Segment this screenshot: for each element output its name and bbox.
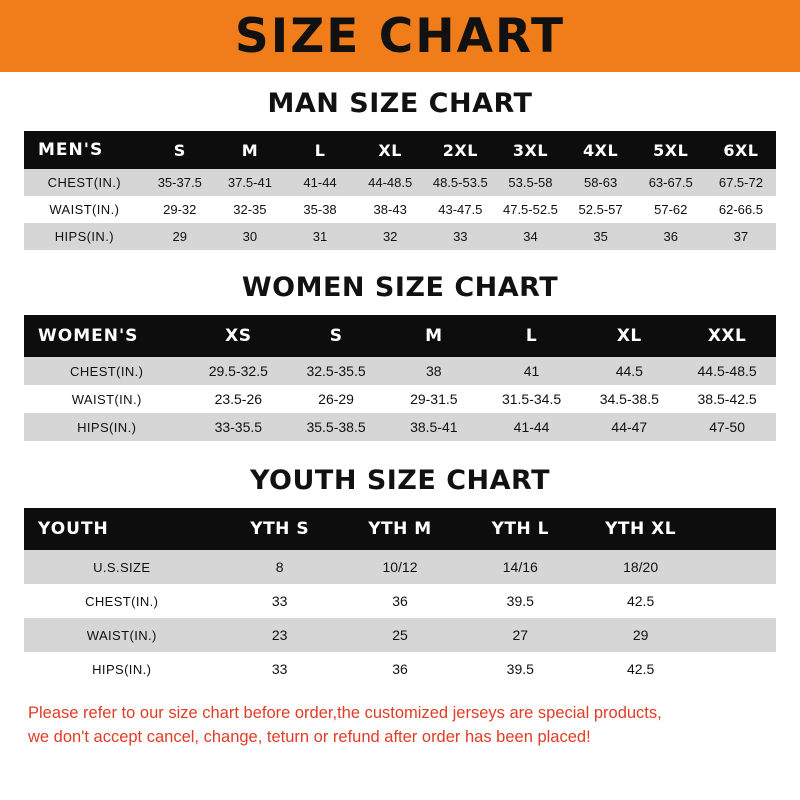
women-waist-xs: 23.5-26 [214, 391, 263, 407]
women-hips-s: 35.5-38.5 [306, 419, 366, 435]
men-hips-4xl: 35 [593, 229, 608, 244]
men-hips-3xl: 34 [523, 229, 538, 244]
youth-size-table [24, 508, 776, 686]
youth-ussize-thl: 14/16 [502, 559, 538, 575]
youth-table-header-row [24, 508, 776, 550]
disclaimer-line-2: we don't accept cancel, change, teturn or refund after order has been placed! [28, 727, 591, 746]
men-header-2xl: 2XL [442, 140, 478, 160]
men-waist-l: 35-38 [303, 202, 337, 217]
table-row [24, 652, 776, 686]
men-header-m: M [241, 140, 259, 160]
youth-header-spacer [701, 508, 776, 550]
youth-hips-thxl: 42.5 [626, 661, 655, 677]
page-title: SIZE CHART [234, 8, 566, 64]
men-hips-s: 29 [172, 229, 187, 244]
header-banner [0, 0, 800, 72]
women-hips-l: 41-44 [513, 419, 550, 435]
men-header-l: L [314, 140, 326, 160]
women-chest-s: 32.5-35.5 [306, 363, 366, 379]
men-chest-s: 35-37.5 [157, 175, 202, 190]
youth-chest-spacer [701, 584, 776, 618]
women-row-chest-label: CHEST(IN.) [70, 363, 144, 379]
men-waist-3xl: 47.5-52.5 [502, 202, 558, 217]
table-row [24, 413, 776, 441]
men-chest-3xl: 53.5-58 [508, 175, 553, 190]
women-chest-xxl: 44.5-48.5 [697, 363, 757, 379]
youth-hips-thm: 36 [392, 661, 408, 677]
men-waist-6xl: 62-66.5 [718, 202, 763, 217]
disclaimer-note [24, 702, 776, 762]
youth-header-thm: YTH M [368, 519, 432, 539]
youth-waist-thl: 27 [512, 627, 529, 643]
youth-waist-ths: 23 [271, 627, 288, 643]
men-waist-4xl: 52.5-57 [578, 202, 623, 217]
youth-waist-spacer [701, 618, 776, 652]
women-chest-l: 41 [523, 363, 540, 379]
men-chest-5xl: 63-67.5 [648, 175, 693, 190]
men-waist-5xl: 57-62 [654, 202, 688, 217]
men-hips-xl: 32 [382, 229, 398, 244]
youth-ussize-spacer [701, 550, 776, 584]
table-row [24, 169, 776, 196]
women-header-xs: XS [225, 326, 252, 346]
youth-row-waist-label: WAIST(IN.) [86, 627, 157, 643]
youth-chest-thm: 36 [392, 593, 408, 609]
women-waist-l: 31.5-34.5 [501, 391, 562, 407]
women-hips-m: 38.5-41 [410, 419, 458, 435]
youth-hips-spacer [701, 652, 776, 686]
youth-chest-ths: 33 [271, 593, 288, 609]
youth-waist-thxl: 29 [632, 627, 649, 643]
women-hips-xxl: 47-50 [709, 419, 745, 435]
men-waist-m: 32-35 [233, 202, 267, 217]
men-hips-6xl: 37 [733, 229, 749, 244]
chart-content [0, 72, 800, 800]
men-chest-4xl: 58-63 [583, 175, 618, 190]
table-row [24, 196, 776, 223]
table-row [24, 550, 776, 584]
men-header-4xl: 4XL [583, 140, 619, 160]
youth-header-thxl: YTH XL [605, 519, 677, 539]
men-header-3xl: 3XL [512, 140, 549, 160]
men-header-6xl: 6XL [723, 140, 759, 160]
women-row-waist-label: WAIST(IN.) [71, 391, 142, 407]
youth-waist-thm: 25 [392, 627, 408, 643]
women-chest-xs: 29.5-32.5 [208, 363, 268, 379]
men-row-hips-label: HIPS(IN.) [54, 229, 114, 244]
women-header-xl: XL [616, 326, 642, 346]
men-waist-2xl: 43-47.5 [438, 202, 483, 217]
women-waist-s: 26-29 [318, 391, 354, 407]
men-waist-s: 29-32 [163, 202, 197, 217]
table-row [24, 618, 776, 652]
women-table-header-row [24, 315, 776, 357]
women-waist-m: 29-31.5 [410, 391, 458, 407]
men-chest-6xl: 67.5-72 [718, 175, 763, 190]
men-size-table [24, 131, 776, 250]
youth-row-ussize-label: U.S.SIZE [93, 559, 151, 575]
men-waist-xl: 38-43 [373, 202, 407, 217]
youth-header-ths: YTH S [250, 519, 310, 539]
women-waist-xl: 34.5-38.5 [599, 391, 659, 407]
men-hips-m: 30 [242, 229, 258, 244]
youth-header-label: YOUTH [38, 519, 109, 539]
men-header-xl: XL [378, 140, 402, 160]
men-chest-m: 37.5-41 [227, 175, 272, 190]
men-hips-2xl: 33 [453, 229, 468, 244]
men-header-5xl: 5XL [653, 140, 689, 160]
youth-ussize-thxl: 18/20 [623, 559, 659, 575]
table-row [24, 385, 776, 413]
women-row-hips-label: HIPS(IN.) [77, 419, 137, 435]
women-size-table [24, 315, 776, 441]
youth-row-hips-label: HIPS(IN.) [92, 661, 152, 677]
youth-ussize-thm: 10/12 [382, 559, 418, 575]
women-chest-m: 38 [426, 363, 442, 379]
table-row [24, 584, 776, 618]
women-header-l: L [525, 326, 538, 346]
women-hips-xs: 33-35.5 [214, 419, 263, 435]
men-chest-2xl: 48.5-53.5 [432, 175, 488, 190]
men-row-chest-label: CHEST(IN.) [47, 175, 122, 190]
youth-hips-ths: 33 [271, 661, 288, 677]
men-chest-xl: 44-48.5 [368, 175, 413, 190]
youth-chest-thxl: 42.5 [626, 593, 655, 609]
women-section-title: WOMEN SIZE CHART [241, 272, 559, 303]
table-row [24, 223, 776, 250]
men-hips-l: 31 [312, 229, 328, 244]
women-header-label: WOMEN'S [38, 326, 139, 346]
youth-section-title: YOUTH SIZE CHART [249, 465, 551, 496]
women-waist-xxl: 38.5-42.5 [697, 391, 757, 407]
men-header-s: S [173, 140, 186, 160]
youth-chest-thl: 39.5 [506, 593, 534, 609]
men-chest-l: 41-44 [303, 175, 337, 190]
man-section-title: MAN SIZE CHART [267, 88, 533, 119]
men-table-header-row [24, 131, 776, 169]
women-header-m: M [425, 326, 443, 346]
women-hips-xl: 44-47 [611, 419, 648, 435]
women-header-s: S [329, 326, 343, 346]
women-chest-xl: 44.5 [615, 363, 643, 379]
men-header-label: MEN'S [38, 140, 104, 160]
women-header-xxl: XXL [707, 326, 747, 346]
youth-row-chest-label: CHEST(IN.) [85, 593, 159, 609]
youth-header-thl: YTH L [491, 519, 549, 539]
men-row-waist-label: WAIST(IN.) [49, 202, 120, 217]
disclaimer-line-1: Please refer to our size chart before order,the customized jerseys are special products, [28, 704, 662, 722]
youth-hips-thl: 39.5 [506, 661, 534, 677]
table-row [24, 357, 776, 385]
men-hips-5xl: 36 [663, 229, 678, 244]
youth-ussize-ths: 8 [275, 559, 284, 575]
